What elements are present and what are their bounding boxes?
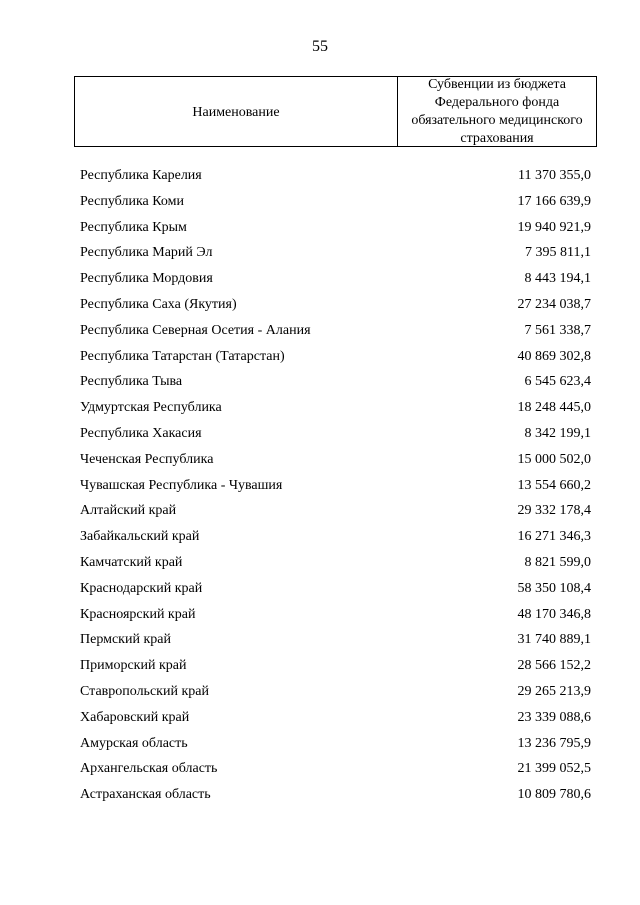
column-header-name: Наименование — [75, 77, 398, 146]
table-row — [80, 166, 591, 192]
table-row — [80, 321, 591, 347]
region-name: Республика Мордовия — [80, 271, 213, 287]
table-row — [80, 630, 591, 656]
subsidy-amount: 15 000 502,0 — [517, 451, 591, 467]
subsidy-amount: 8 342 199,1 — [524, 425, 591, 441]
subsidy-amount: 40 869 302,8 — [517, 348, 591, 364]
region-name: Республика Карелия — [80, 168, 202, 183]
subsidy-amount: 18 248 445,0 — [517, 400, 591, 416]
table-row — [80, 605, 591, 631]
subsidy-amount: 6 545 623,4 — [524, 374, 591, 390]
table-row — [80, 269, 591, 295]
region-name: Республика Марий Эл — [80, 245, 213, 261]
subsidy-amount: 58 350 108,4 — [517, 580, 591, 596]
table-row — [80, 476, 591, 502]
subsidy-amount: 23 339 088,6 — [517, 709, 591, 725]
subsidy-amount: 11 370 355,0 — [518, 168, 591, 183]
table-row — [80, 527, 591, 553]
region-name: Забайкальский край — [80, 529, 200, 545]
region-name: Республика Татарстан (Татарстан) — [80, 348, 285, 364]
subsidy-amount: 7 561 338,7 — [524, 322, 591, 338]
region-name: Приморский край — [80, 658, 187, 674]
table-row — [80, 243, 591, 269]
region-name: Хабаровский край — [80, 709, 190, 725]
table-row — [80, 372, 591, 398]
subsidy-amount: 29 332 178,4 — [517, 503, 591, 519]
region-name: Республика Северная Осетия - Алания — [80, 322, 311, 338]
region-name: Республика Тыва — [80, 374, 183, 390]
table-row — [80, 450, 591, 476]
table-row — [80, 579, 591, 605]
region-name: Ставропольский край — [80, 683, 209, 699]
subsidy-amount: 28 566 152,2 — [517, 658, 591, 674]
region-name: Красноярский край — [80, 606, 196, 622]
region-name: Республика Саха (Якутия) — [80, 296, 237, 312]
table-row — [80, 295, 591, 321]
region-name: Республика Крым — [80, 219, 187, 235]
table-row — [80, 656, 591, 682]
table-header — [74, 76, 597, 147]
subsidy-amount: 16 271 346,3 — [517, 529, 591, 545]
region-name: Краснодарский край — [80, 580, 203, 596]
region-name: Удмуртская Республика — [80, 400, 222, 416]
subsidy-amount: 27 234 038,7 — [517, 296, 591, 312]
region-name: Чувашская Республика - Чувашия — [80, 477, 283, 493]
subsidy-amount: 8 443 194,1 — [524, 271, 591, 287]
table-row — [80, 682, 591, 708]
subsidy-amount: 13 554 660,2 — [517, 477, 591, 493]
region-name: Алтайский край — [80, 503, 177, 519]
table-row — [80, 785, 591, 811]
table-row — [80, 218, 591, 244]
page-number: 55 — [312, 38, 328, 55]
region-name: Амурская область — [80, 735, 188, 751]
table-row — [80, 192, 591, 218]
table-row — [80, 398, 591, 424]
region-name: Камчатский край — [80, 554, 183, 570]
table-row — [80, 708, 591, 734]
subsidy-amount: 21 399 052,5 — [517, 761, 591, 777]
subsidy-amount: 29 265 213,9 — [517, 683, 591, 699]
column-header-subsidies: Субвенции из бюджета Федерального фонда обязательного медицинского страхования — [411, 76, 583, 146]
subsidy-amount: 17 166 639,9 — [517, 193, 591, 209]
table-row — [80, 501, 591, 527]
subsidy-amount: 19 940 921,9 — [517, 219, 591, 235]
subsidy-amount: 13 236 795,9 — [517, 735, 591, 751]
table-row — [80, 734, 591, 760]
table-body — [80, 166, 591, 811]
subsidy-amount: 48 170 346,8 — [517, 606, 591, 622]
region-name: Астраханская область — [80, 787, 211, 803]
region-name: Архангельская область — [80, 761, 218, 777]
table-row — [80, 424, 591, 450]
table-row — [80, 347, 591, 373]
subsidy-amount: 31 740 889,1 — [517, 632, 591, 648]
region-name: Пермский край — [80, 632, 171, 648]
region-name: Республика Хакасия — [80, 425, 202, 441]
subsidy-amount: 10 809 780,6 — [517, 787, 591, 803]
region-name: Республика Коми — [80, 193, 184, 209]
region-name: Чеченская Республика — [80, 451, 214, 467]
table-row — [80, 553, 591, 579]
subsidy-amount: 8 821 599,0 — [524, 554, 591, 570]
subsidy-amount: 7 395 811,1 — [525, 245, 591, 261]
table-row — [80, 759, 591, 785]
